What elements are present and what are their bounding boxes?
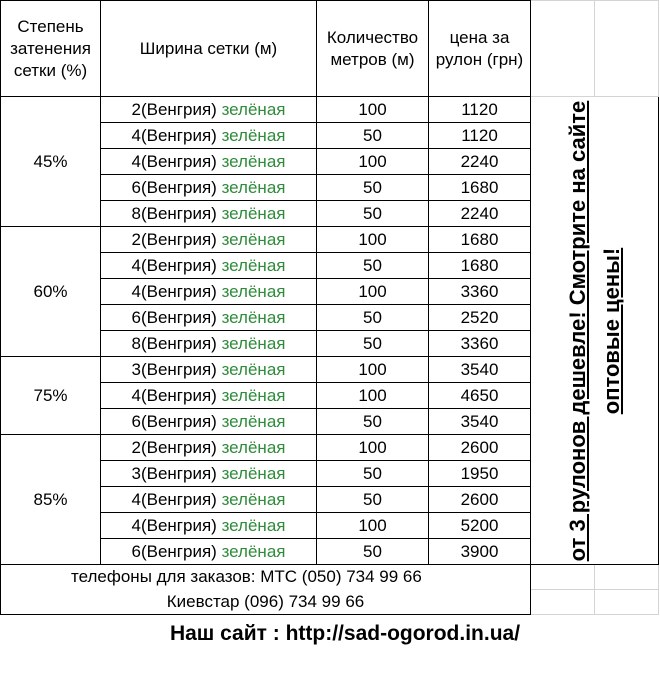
empty-cell	[595, 565, 659, 590]
width-cell	[101, 97, 317, 123]
meters-cell: 100	[317, 149, 429, 175]
price-cell: 1950	[429, 461, 531, 487]
shade-cell: 45%	[1, 97, 101, 227]
header-meters: Количество метров (м)	[317, 1, 429, 97]
site-link[interactable]: Наш сайт : http://sad-ogorod.in.ua/	[169, 622, 521, 645]
price-cell: 1120	[429, 123, 531, 149]
width-value: 4(Венгрия)	[131, 125, 217, 145]
color-value: зелёная	[221, 333, 286, 353]
table-row	[1, 97, 659, 123]
width-cell	[101, 435, 317, 461]
width-cell	[101, 253, 317, 279]
empty-cell	[531, 565, 595, 590]
width-cell	[101, 175, 317, 201]
price-cell: 2600	[429, 435, 531, 461]
price-cell: 1680	[429, 253, 531, 279]
width-value: 4(Венгрия)	[131, 489, 217, 509]
color-value: зелёная	[221, 99, 286, 119]
meters-cell: 50	[317, 409, 429, 435]
width-cell	[101, 487, 317, 513]
meters-cell: 50	[317, 201, 429, 227]
width-cell	[101, 201, 317, 227]
color-value: зелёная	[221, 515, 286, 535]
meters-cell: 50	[317, 487, 429, 513]
width-value: 4(Венгрия)	[131, 255, 217, 275]
width-cell	[101, 123, 317, 149]
width-value: 2(Венгрия)	[131, 229, 217, 249]
meters-cell: 100	[317, 227, 429, 253]
width-cell	[101, 149, 317, 175]
width-cell	[101, 539, 317, 565]
empty-cell	[531, 590, 595, 615]
price-cell: 5200	[429, 513, 531, 539]
meters-cell: 50	[317, 175, 429, 201]
width-value: 3(Венгрия)	[131, 463, 217, 483]
meters-cell: 100	[317, 513, 429, 539]
color-value: зелёная	[221, 281, 286, 301]
phones-row	[1, 590, 659, 615]
side-note: от 3 рулонов дешевле! Смотрите на сайте оптовые цены!	[564, 100, 624, 561]
price-cell: 2520	[429, 305, 531, 331]
price-cell: 3540	[429, 357, 531, 383]
meters-cell: 50	[317, 461, 429, 487]
color-value: зелёная	[221, 307, 286, 327]
color-value: зелёная	[221, 177, 286, 197]
meters-cell: 50	[317, 253, 429, 279]
meters-cell: 50	[317, 123, 429, 149]
color-value: зелёная	[221, 229, 286, 249]
price-cell: 4650	[429, 383, 531, 409]
color-value: зелёная	[221, 255, 286, 275]
meters-cell: 100	[317, 279, 429, 305]
width-cell	[101, 513, 317, 539]
width-value: 8(Венгрия)	[131, 333, 217, 353]
width-value: 6(Венгрия)	[131, 411, 217, 431]
color-value: зелёная	[221, 463, 286, 483]
header-shade: Степень затенения сетки (%)	[1, 1, 101, 97]
meters-cell: 100	[317, 357, 429, 383]
price-cell: 1680	[429, 175, 531, 201]
empty-cell	[531, 1, 595, 97]
price-cell: 3360	[429, 331, 531, 357]
phones-line-1: телефоны для заказов: МТС (050) 734 99 66	[1, 565, 531, 590]
color-value: зелёная	[221, 203, 286, 223]
side-note-cell	[531, 97, 659, 565]
price-cell: 2240	[429, 201, 531, 227]
meters-cell: 50	[317, 305, 429, 331]
color-value: зелёная	[221, 385, 286, 405]
price-cell: 2600	[429, 487, 531, 513]
meters-cell: 100	[317, 435, 429, 461]
color-value: зелёная	[221, 151, 286, 171]
color-value: зелёная	[221, 411, 286, 431]
empty-cell	[595, 590, 659, 615]
header-row	[1, 1, 659, 97]
header-width: Ширина сетки (м)	[101, 1, 317, 97]
width-value: 6(Венгрия)	[131, 541, 217, 561]
meters-cell: 100	[317, 383, 429, 409]
width-value: 6(Венгрия)	[131, 307, 217, 327]
color-value: зелёная	[221, 125, 286, 145]
width-cell	[101, 383, 317, 409]
width-cell	[101, 357, 317, 383]
shade-cell: 75%	[1, 357, 101, 435]
shade-cell: 60%	[1, 227, 101, 357]
width-value: 3(Венгрия)	[131, 359, 217, 379]
width-value: 4(Венгрия)	[131, 281, 217, 301]
meters-cell: 50	[317, 331, 429, 357]
empty-cell	[595, 1, 659, 97]
width-value: 6(Венгрия)	[131, 177, 217, 197]
width-value: 8(Венгрия)	[131, 203, 217, 223]
width-cell	[101, 227, 317, 253]
meters-cell: 100	[317, 97, 429, 123]
header-price: цена за рулон (грн)	[429, 1, 531, 97]
phones-row	[1, 565, 659, 590]
price-cell: 3540	[429, 409, 531, 435]
phones-line-2: Киевстар (096) 734 99 66	[1, 590, 531, 615]
color-value: зелёная	[221, 489, 286, 509]
width-cell	[101, 461, 317, 487]
color-value: зелёная	[221, 359, 286, 379]
price-cell: 3900	[429, 539, 531, 565]
price-cell: 2240	[429, 149, 531, 175]
color-value: зелёная	[221, 541, 286, 561]
color-value: зелёная	[221, 437, 286, 457]
width-value: 2(Венгрия)	[131, 99, 217, 119]
width-cell	[101, 331, 317, 357]
price-cell: 1680	[429, 227, 531, 253]
width-value: 4(Венгрия)	[131, 385, 217, 405]
width-cell	[101, 279, 317, 305]
width-cell	[101, 305, 317, 331]
price-cell: 3360	[429, 279, 531, 305]
shade-cell: 85%	[1, 435, 101, 565]
width-cell	[101, 409, 317, 435]
width-value: 4(Венгрия)	[131, 515, 217, 535]
price-cell: 1120	[429, 97, 531, 123]
width-value: 2(Венгрия)	[131, 437, 217, 457]
width-value: 4(Венгрия)	[131, 151, 217, 171]
meters-cell: 50	[317, 539, 429, 565]
